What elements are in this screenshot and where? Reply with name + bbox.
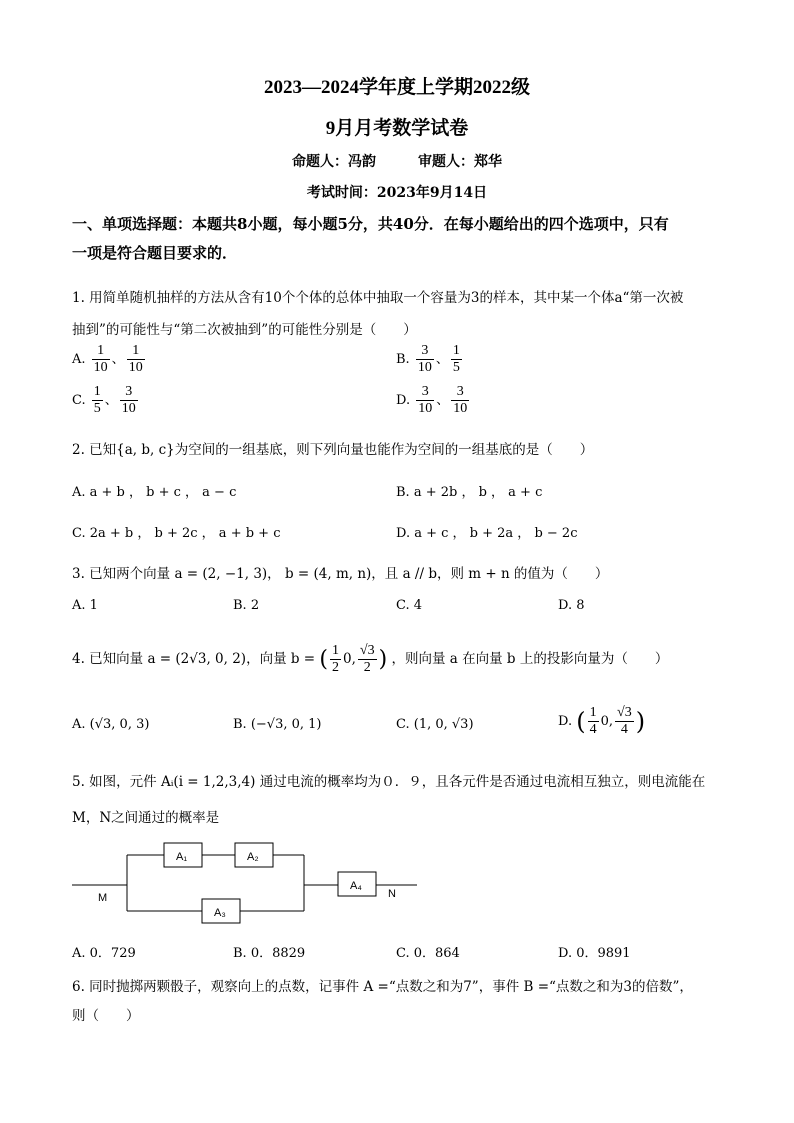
q6-stem-line2: 则（ ） <box>72 1008 140 1024</box>
q1-option-d[interactable]: D. $\frac{3}{10}$ 、 $\frac{3}{10}$ <box>396 384 468 416</box>
exam-subtitle: 9月月考数学试卷 <box>325 118 469 139</box>
q4-option-b[interactable]: B. (−√3, 0, 1) <box>233 717 322 732</box>
q5-stem-line1: 5. 如图，元件 Aᵢ(i = 1,2,3,4) 通过电流的概率均为０．９，且各元件是否通过电流相互独立，则电流能在 <box>72 774 706 790</box>
q3-option-a[interactable]: A. 1 <box>72 598 98 613</box>
exam-time: 考试时间：2023年9月14日 <box>306 185 488 201</box>
circuit-label-m: M <box>98 892 108 904</box>
q3-option-d[interactable]: D. 8 <box>558 598 585 613</box>
section-heading-line1: 一、单项选择题：本题共8小题，每小题5分，共40分．在每小题给出的四个选项中，只有 <box>72 215 669 233</box>
q2-option-c[interactable]: C. 2a + b ， b + 2c ， a + b + c <box>72 526 281 541</box>
q1-option-c[interactable]: C. $\frac{1}{5}$ 、 $\frac{3}{10}$ <box>72 384 136 416</box>
component-a3-label: A₃ <box>214 907 226 919</box>
q1-stem-line2: 抽到”的可能性与“第二次被抽到”的可能性分别是（ ） <box>72 322 417 338</box>
q5-stem-line2: M，N之间通过的概率是 <box>72 810 220 826</box>
q3-option-c[interactable]: C. 4 <box>396 598 423 613</box>
q5-option-b[interactable]: B. 0．8829 <box>233 946 306 961</box>
q1-stem-line1: 1. 用简单随机抽样的方法从含有10个个体的总体中抽取一个容量为3的样本，其中某一个体a“第一次被 <box>72 290 684 306</box>
q4-option-a[interactable]: A. (√3, 0, 3) <box>72 717 150 732</box>
q4-option-d[interactable]: D. ( $\frac{1}{4}$ 0, $\frac{√3}{4}$ ) <box>558 705 646 737</box>
q2-option-a[interactable]: A. a + b ， b + c ， a − c <box>72 485 237 500</box>
q2-option-d[interactable]: D. a + c ， b + 2a ， b − 2c <box>396 526 578 541</box>
q2-stem: 2. 已知{a, b, c}为空间的一组基底，则下列向量也能作为空间的一组基底的是（ ） <box>72 442 594 458</box>
q6-stem-line1: 6. 同时抛掷两颗骰子，观察向上的点数，记事件 A =“点数之和为7”，事件 B =“点数之和为3的倍数”， <box>72 979 693 995</box>
circuit-label-n: N <box>388 888 396 900</box>
q4-stem: 4. 已知向量 a = (2√3, 0, 2)，向量 b = ( $\frac{1}{2}$ 0, $\frac{√3}{2}$ ) ，则向量 a 在向量 b 上的投影向量为（ ） <box>72 643 669 675</box>
q1-option-b[interactable]: B. $\frac{3}{10}$ 、 $\frac{1}{5}$ <box>396 343 460 375</box>
exam-authors: 命题人：冯韵 审题人：郑华 <box>292 154 502 170</box>
q3-stem: 3. 已知两个向量 a = (2, −1, 3)， b = (4, m, n)，且 a // b，则 m + n 的值为（ ） <box>72 566 609 582</box>
q5-option-a[interactable]: A. 0．729 <box>72 946 136 961</box>
q1-option-a[interactable]: A. $\frac{1}{10}$ 、 $\frac{1}{10}$ <box>72 343 143 375</box>
q4-option-c[interactable]: C. (1, 0, √3) <box>396 717 474 732</box>
section-heading-line2: 一项是符合题目要求的． <box>72 244 238 262</box>
circuit-diagram <box>72 835 417 930</box>
q5-option-d[interactable]: D. 0．9891 <box>558 946 631 961</box>
component-a1-label: A₁ <box>176 851 188 863</box>
exam-title: 2023—2024学年度上学期2022级 <box>263 77 530 98</box>
q3-option-b[interactable]: B. 2 <box>233 598 260 613</box>
q5-option-c[interactable]: C. 0．864 <box>396 946 460 961</box>
component-a2-label: A₂ <box>247 851 259 863</box>
component-a4-label: A₄ <box>350 880 362 892</box>
q2-option-b[interactable]: B. a + 2b ， b ， a + c <box>396 485 543 500</box>
